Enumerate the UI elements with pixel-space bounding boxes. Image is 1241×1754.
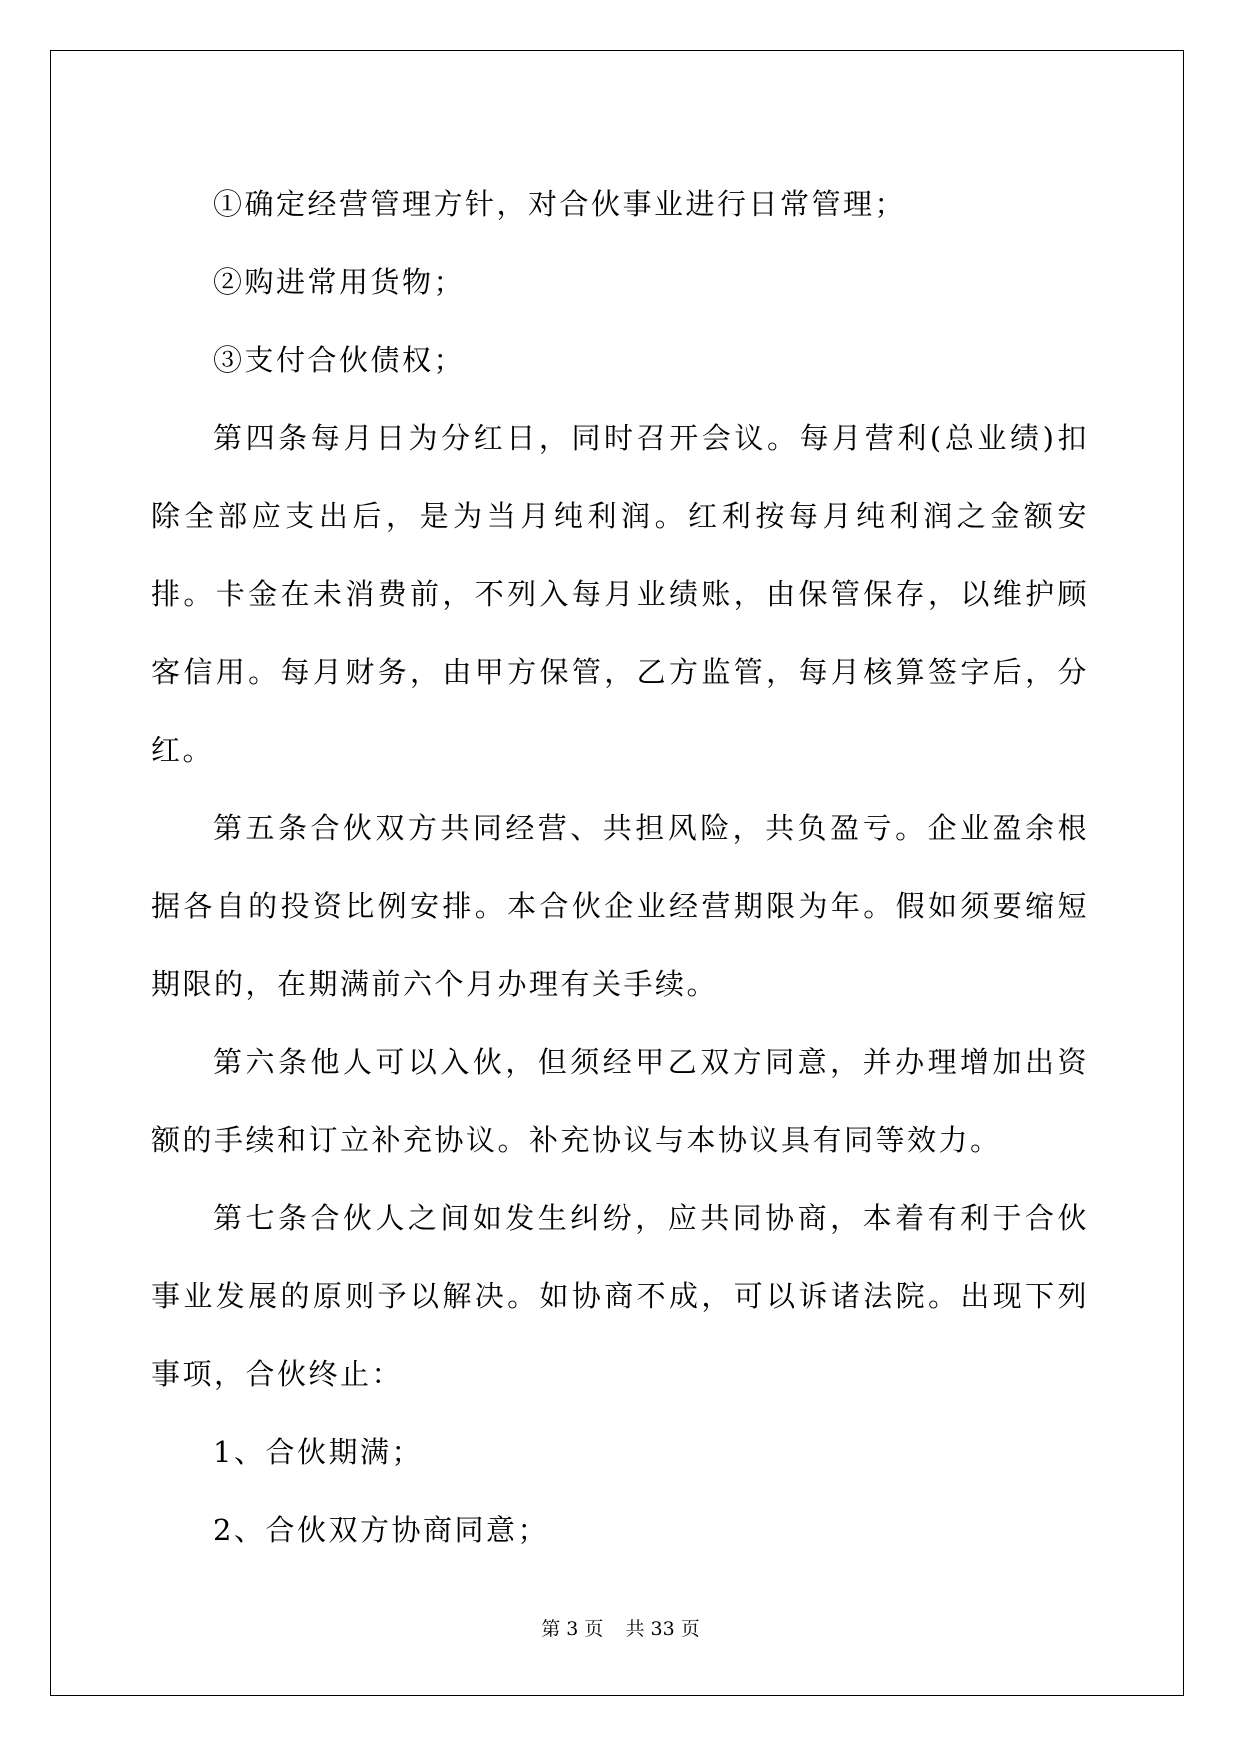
paragraph-article-5: 第五条合伙双方共同经营、共担风险，共负盈亏。企业盈余根据各自的投资比例安排。本合伙企业经营期限为年。假如须要缩短期限的，在期满前六个月办理有关手续。 xyxy=(151,811,1089,1001)
document-body xyxy=(151,165,1089,1569)
list-item-mutual-agreement: 2、合伙双方协商同意； xyxy=(213,1513,549,1547)
page-number: 第 3 页 xyxy=(541,1618,604,1640)
paragraph-purchase-goods: ②购进常用货物； xyxy=(213,265,466,299)
paragraph-management-policy: ①确定经营管理方针，对合伙事业进行日常管理； xyxy=(213,187,907,221)
paragraph-article-4: 第四条每月日为分红日，同时召开会议。每月营利(总业绩)扣除全部应支出后，是为当月纯利润。红利按每月纯利润之金额安排。卡金在未消费前，不列入每月业绩账，由保管保存，以维护顾客信用。每月财务，由甲方保管，乙方监管，每月核算签字后，分红。 xyxy=(151,421,1089,767)
page-total: 共 33 页 xyxy=(625,1618,700,1640)
paragraph-pay-debts: ③支付合伙债权； xyxy=(213,343,466,377)
page-footer xyxy=(0,1614,1241,1641)
paragraph-article-6: 第六条他人可以入伙，但须经甲乙双方同意，并办理增加出资额的手续和订立补充协议。补充协议与本协议具有同等效力。 xyxy=(151,1045,1089,1157)
paragraph-article-7: 第七条合伙人之间如发生纠纷，应共同协商，本着有利于合伙事业发展的原则予以解决。如协商不成，可以诉诸法院。出现下列事项，合伙终止： xyxy=(151,1201,1089,1391)
list-item-term-expired: 1、合伙期满； xyxy=(213,1435,423,1469)
